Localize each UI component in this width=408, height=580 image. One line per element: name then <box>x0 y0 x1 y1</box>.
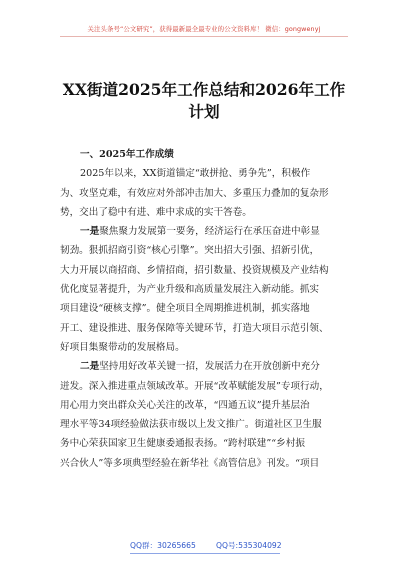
paragraph-1-line: 开工、建设推进、服务保障等关键环节，打造大项目示范引领、 <box>60 322 329 334</box>
document-body <box>60 145 350 473</box>
paragraph-2-line: 务中心荣获国家卫生健康委通报表扬。“跨村联建”“乡村振 <box>60 438 305 450</box>
paragraph-1-first-line <box>60 222 350 241</box>
paragraph-1-line: 韧劲。狠抓招商引资“核心引擎”。突出招大引强、招新引优， <box>60 245 320 257</box>
paragraph-1-lead: 一是 <box>80 226 100 238</box>
paragraph-1-line: 好项目集聚带动的发展格局。 <box>60 341 185 353</box>
paragraph-2-first-line <box>60 357 350 376</box>
paragraph-1-line: 项目建设“硬核支撑”。健全项目全周期推进机制，抓实落地 <box>60 303 310 315</box>
section-heading-1: 一、2025年工作成绩 <box>80 149 174 160</box>
title-line-2: 计划 <box>188 102 220 121</box>
paragraph-1-line: 大力开展以商招商、乡情招商，招引数量、投资规模及产业结构 <box>60 264 329 276</box>
title-line-1: XX街道2025年工作总结和2026年工作 <box>62 80 346 99</box>
header-divider <box>60 36 348 37</box>
footer-qq-group: QQ群：30265665 <box>130 541 196 550</box>
paragraph-2-line: 理水平等34项经验做法获市级以上发文推广。街道社区卫生服 <box>60 419 322 431</box>
paragraph-2-line: 用心用力突出群众关心关注的改革，“四通五议”提升基层治 <box>60 399 310 411</box>
paragraph-1-first-text: 聚焦聚力发展第一要务，经济运行在承压奋进中彰显 <box>99 226 320 238</box>
header-banner: 关注头条号“公文研究”，获得最新最全最专业的公文资料库！ 微信：gongwenyj <box>87 25 321 33</box>
intro-line-3: 势，交出了稳中有进、难中求成的实干答卷。 <box>60 206 252 218</box>
footer-qq-number: QQ号:535304092 <box>216 541 282 550</box>
paragraph-1-line: 优化度显著提升，为产业升级和高质量发展注入新动能。抓实 <box>60 284 320 296</box>
paragraph-2-first-text: 坚持用好改革关键一招，发展活力在开放创新中充分 <box>99 361 320 373</box>
intro-line-2: 为、攻坚克难，有效应对外部冲击加大、多重压力叠加的复杂形 <box>60 187 329 199</box>
paragraph-2-lead: 二是 <box>80 361 100 373</box>
document-title <box>52 79 356 123</box>
intro-line-1: 2025年以来，XX街道锚定“敢拼抢、勇争先”，积极作 <box>80 168 311 180</box>
paragraph-2-line: 迸发。深入推进重点领域改革。开展“改革赋能发展”专项行动， <box>60 380 329 392</box>
footer-divider <box>130 553 280 554</box>
footer <box>0 540 408 554</box>
paragraph-2-line: 兴合伙人”等多项典型经验在新华社《高管信息》刊发。“项目 <box>60 457 320 469</box>
